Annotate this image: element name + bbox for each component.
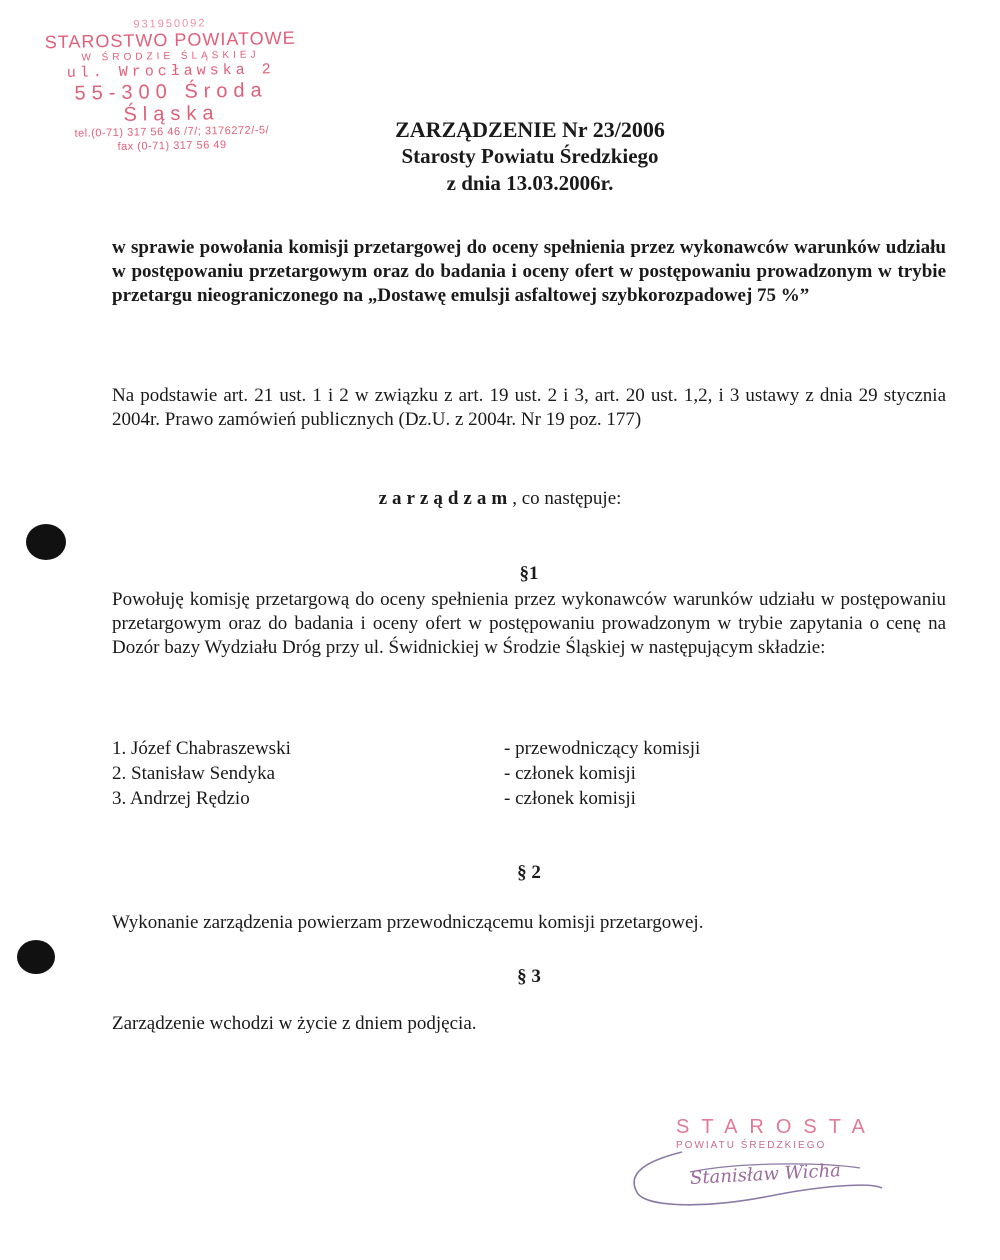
stamp-title: STAROSTA <box>676 1116 877 1138</box>
stamp-subtitle: POWIATU ŚREDZKIEGO <box>676 1140 827 1151</box>
section-1-text: Powołuję komisję przetargową do oceny spełnienia przez wykonawców warunków udziału w postępowaniu przetargowym oraz do badania i oceny ofert w postępowaniu prowadzonym w trybie zapytania o cenę na Dozór bazy Wydziału Dróg przy ul. Świdnickiej w Środzie Śląskiej w następującym składzie: <box>112 589 946 658</box>
stamp-office-name: STAROSTWO POWIATOWE <box>44 27 296 53</box>
document-date: z dnia 13.03.2006r. <box>446 171 614 195</box>
signature-stamp <box>620 1112 900 1222</box>
member-role: - członek komisji <box>504 763 636 784</box>
list-item <box>112 736 812 761</box>
member-name: 3. Andrzej Rędzio <box>112 788 250 809</box>
punch-hole-top <box>26 524 66 560</box>
stamp-phone: tel.(0-71) 317 56 46 /7/; 3176272/-5/ <box>74 124 270 140</box>
decree-line <box>0 488 1000 510</box>
section-1-mark: §1 <box>519 563 539 584</box>
list-item <box>112 761 812 786</box>
stamp-signature-name: Stanisław Wicha <box>689 1160 842 1189</box>
document-issuer: Starosty Powiatu Średzkiego <box>401 144 659 168</box>
stamp-office-subtitle: W ŚRODZIE ŚLĄSKIEJ <box>81 49 260 64</box>
section-2-mark: § 2 <box>517 862 541 883</box>
member-role: - przewodniczący komisji <box>504 738 701 759</box>
section-2-text: Wykonanie zarządzenia powierzam przewodniczącemu komisji przetargowej. <box>112 912 704 933</box>
document-title: ZARZĄDZENIE Nr 23/2006 <box>395 117 665 142</box>
document-header <box>260 116 800 197</box>
section-3-mark: § 3 <box>517 966 541 987</box>
section-3-text: Zarządzenie wchodzi w życie z dniem podjęcia. <box>112 1013 477 1034</box>
decree-word: zarządzam <box>378 488 513 509</box>
stamp-id-number: 931950092 <box>133 17 207 31</box>
member-name: 1. Józef Chabraszewski <box>112 738 291 759</box>
stamp-fax: fax (0-71) 317 56 49 <box>117 139 227 153</box>
punch-hole-bottom <box>17 940 55 974</box>
committee-members-list <box>112 736 812 811</box>
member-role: - członek komisji <box>504 788 636 809</box>
stamp-city: 55-300 Środa Śląska <box>74 79 268 126</box>
member-name: 2. Stanisław Sendyka <box>112 763 276 784</box>
stamp-street: ul. Wrocławska 2 <box>66 61 275 82</box>
document-subject: w sprawie powołania komisji przetargowej do oceny spełnienia przez wykonawców warunków udziału w postępowaniu przetargowym oraz do badania i oceny ofert w postępowaniu prowadzonym w trybie przetargu nieograniczonego na „Dostawę emulsji asfaltowej szybkorozpadowej 75 %” <box>112 237 946 306</box>
decree-rest: , co następuje: <box>512 488 622 509</box>
legal-basis: Na podstawie art. 21 ust. 1 i 2 w związku z art. 19 ust. 2 i 3, art. 20 ust. 1,2, i 3 ustawy z dnia 29 stycznia 2004r. Prawo zamówień publicznych (Dz.U. z 2004r. Nr 19 poz. 177) <box>112 385 946 430</box>
list-item <box>112 786 812 811</box>
